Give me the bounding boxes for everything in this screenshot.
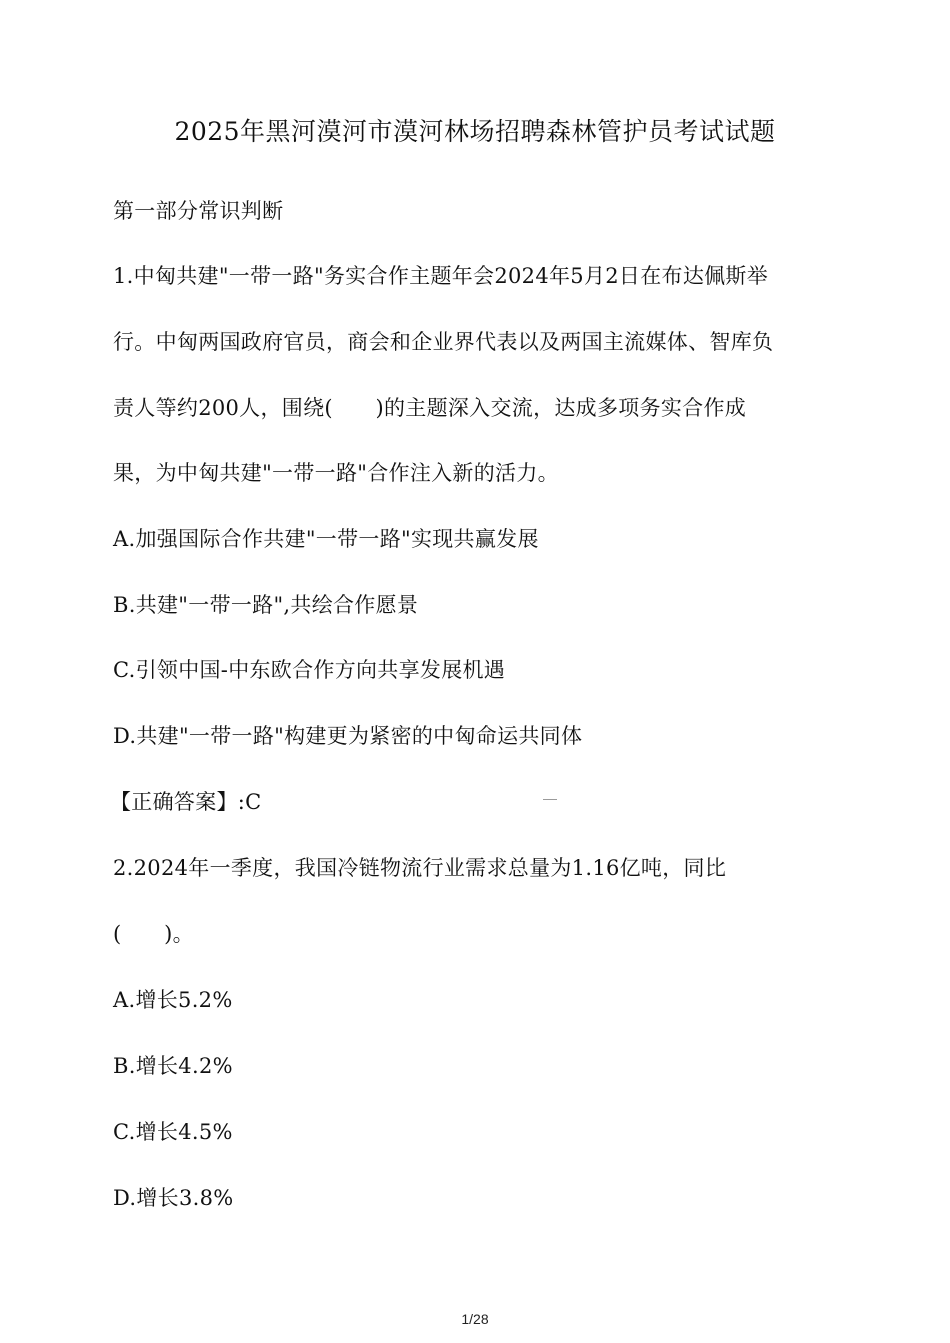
option-c: C.引领中国-中东欧合作方向共享发展机遇 xyxy=(113,658,506,682)
question-stem-line: 责人等约200人，围绕( )的主题深入交流，达成多项务实合作成 xyxy=(113,396,747,420)
option-a: A.增长5.2% xyxy=(113,988,233,1012)
option-b: B.共建"一带一路",共绘合作愿景 xyxy=(113,593,419,617)
question-stem-line: 行。中匈两国政府官员，商会和企业界代表以及两国主流媒体、智库负 xyxy=(113,330,774,354)
section-heading: 第一部分常识判断 xyxy=(113,199,284,223)
question-stem-line: 2.2024年一季度，我国冷链物流行业需求总量为1.16亿吨，同比 xyxy=(113,856,727,880)
page-indicator: 1/28 xyxy=(461,1311,489,1327)
option-a: A.加强国际合作共建"一带一路"实现共赢发展 xyxy=(113,527,539,551)
option-b: B.增长4.2% xyxy=(113,1054,233,1078)
option-c: C.增长4.5% xyxy=(113,1120,233,1144)
stray-mark xyxy=(543,799,557,800)
option-d: D.共建"一带一路"构建更为紧密的中匈命运共同体 xyxy=(113,724,583,748)
option-d: D.增长3.8% xyxy=(113,1186,234,1210)
page-title: 2025年黑河漠河市漠河林场招聘森林管护员考试试题 xyxy=(174,117,776,146)
question-stem-line: 果，为中匈共建"一带一路"合作注入新的活力。 xyxy=(113,461,559,485)
question-stem-line: 1.中匈共建"一带一路"务实合作主题年会2024年5月2日在布达佩斯举 xyxy=(113,264,769,288)
correct-answer: 【正确答案】:C xyxy=(110,790,262,814)
question-stem-line: ( )。 xyxy=(113,922,194,946)
